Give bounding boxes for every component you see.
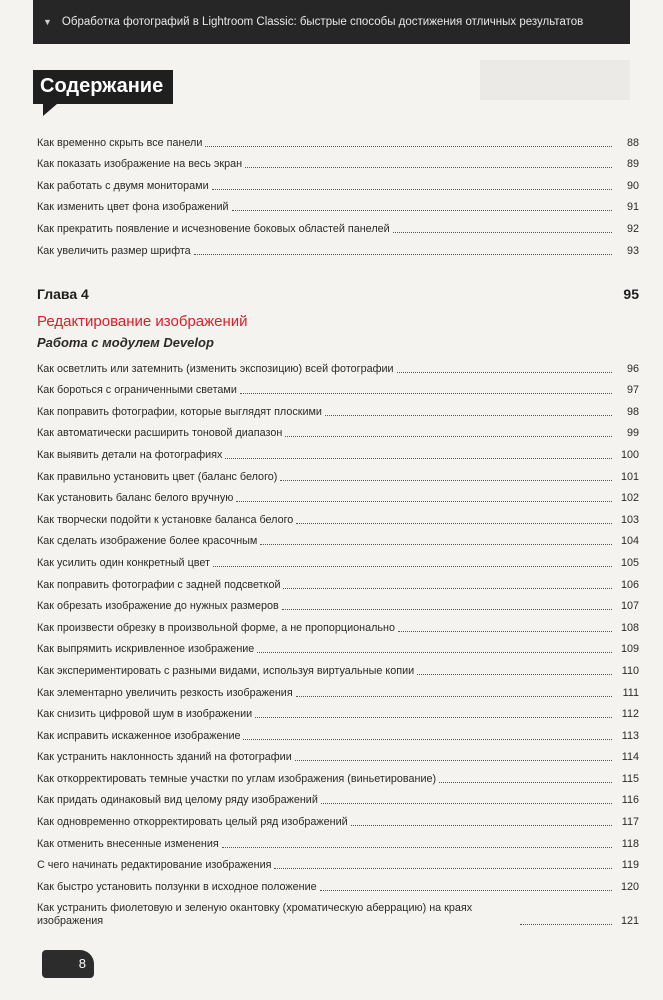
dot-leader [417,674,612,675]
toc-entry-text: Как усилить один конкретный цвет [37,556,210,569]
toc-entry [37,397,639,419]
chapter-subtitle: Работа с модулем Develop [37,335,214,350]
toc-entry-text: Как показать изображение на весь экран [37,158,243,171]
dot-leader [280,480,612,481]
toc-entry-page: 93 [626,244,639,257]
dot-leader [274,868,612,869]
toc-entry-page: 114 [621,751,639,764]
toc-entry-page: 113 [621,729,639,742]
toc-entry-page: 109 [620,643,639,656]
toc-entry [37,872,639,894]
toc-list-chapter [37,354,639,928]
toc-entry-page: 88 [626,136,639,149]
toc-entry-text: Как поправить фотографии с задней подсветкой [37,578,281,591]
toc-entry-text: Как выявить детали на фотографиях [37,448,223,461]
toc-entry-page: 101 [620,470,639,483]
toc-entry [37,505,639,527]
toc-entry-page: 96 [626,362,639,375]
toc-entry [37,807,639,829]
dot-leader [296,523,612,524]
toc-entry-text: Как отменить внесенные изменения [37,837,219,850]
dot-leader [325,415,612,416]
toc-entry [37,678,639,700]
toc-entry-text: Как правильно установить цвет (баланс белого) [37,470,278,483]
toc-entry [37,656,639,678]
toc-entry-page: 121 [620,914,639,927]
toc-entry-text: Как прекратить появление и исчезновение боковых областей панелей [37,222,390,235]
chapter-heading [37,286,639,302]
dot-leader [255,717,612,718]
dot-leader [232,210,612,211]
toc-entry [37,700,639,722]
dot-leader [285,436,612,437]
toc-entry-page: 111 [622,686,639,699]
toc-entry-page: 110 [621,664,639,677]
chapter-title: Редактирование изображений [37,313,248,330]
decorative-box [480,60,630,100]
dot-leader [398,631,612,632]
toc-entry [37,440,639,462]
toc-entry [37,635,639,657]
toc-entry [37,484,639,506]
chapter-page: 95 [623,286,639,302]
dot-leader [222,847,612,848]
dot-leader [393,232,612,233]
toc-entry-page: 100 [620,448,639,461]
toc-entry-text: Как изменить цвет фона изображений [37,201,229,214]
toc-entry [37,236,639,258]
dot-leader [212,189,612,190]
toc-entry [37,764,639,786]
toc-entry-text: Как выпрямить искривленное изображение [37,643,255,656]
toc-entry-text: Как работать с двумя мониторами [37,179,209,192]
toc-entry-text: Как осветлить или затемнить (изменить экспозицию) всей фотографии [37,362,394,375]
toc-entry [37,894,639,928]
toc-entry-page: 89 [626,158,639,171]
toc-entry-page: 103 [620,513,639,526]
toc-entry-text: Как сделать изображение более красочным [37,535,258,548]
dot-leader [245,167,612,168]
toc-heading: Содержание [33,70,173,104]
toc-entry-page: 98 [626,405,639,418]
toc-entry [37,851,639,873]
dot-leader [260,544,612,545]
running-header-title: Обработка фотографий в Lightroom Classic: быстрые способы достижения отличных результатов [61,16,584,28]
toc-entry [37,743,639,765]
toc-entry-page: 99 [626,427,639,440]
toc-entry [37,527,639,549]
toc-entry-page: 112 [621,708,639,721]
toc-entry-text: Как быстро установить ползунки в исходное положение [37,880,317,893]
dot-leader [257,652,612,653]
toc-entry [37,419,639,441]
toc-entry-text: С чего начинать редактирование изображения [37,859,272,872]
toc-entry-text: Как откорректировать темные участки по углам изображения (виньетирование) [37,772,437,785]
toc-entry [37,462,639,484]
toc-entry [37,721,639,743]
toc-entry [37,786,639,808]
toc-entry-text: Как исправить искаженное изображение [37,729,241,742]
toc-entry-text: Как творчески подойти к установке баланса белого [37,513,294,526]
toc-entry [37,613,639,635]
toc-entry-page: 107 [620,600,639,613]
dot-leader [213,566,612,567]
dot-leader [240,393,612,394]
toc-entry-text: Как поправить фотографии, которые выглядят плоскими [37,405,322,418]
toc-entry-page: 91 [626,201,639,214]
dot-leader [520,924,612,925]
dot-leader [320,890,612,891]
toc-entry [37,829,639,851]
toc-entry-page: 120 [620,880,639,893]
chapter-label: Глава 4 [37,286,89,302]
toc-entry-page: 97 [626,384,639,397]
dot-leader [351,825,612,826]
toc-entry-page: 104 [620,535,639,548]
toc-entry-text: Как элементарно увеличить резкость изображения [37,686,293,699]
toc-entry-text: Как снизить цифровой шум в изображении [37,708,253,721]
toc-entry-page: 102 [620,492,639,505]
toc-entry-page: 118 [621,837,639,850]
dot-leader [236,501,612,502]
running-header [33,0,630,44]
toc-entry-text: Как временно скрыть все панели [37,136,203,149]
dot-leader [321,803,612,804]
dot-leader [439,782,612,783]
toc-entry-text: Как произвести обрезку в произвольной форме, а не пропорционально [37,621,395,634]
toc-entry [37,214,639,236]
dot-leader [282,609,612,610]
toc-entry-page: 115 [621,772,639,785]
toc-entry-text: Как увеличить размер шрифта [37,244,191,257]
toc-entry-page: 105 [620,556,639,569]
toc-entry-text: Как устранить фиолетовую и зеленую окантовку (хроматическую аберрацию) на краях изображения [37,901,473,927]
toc-entry-text: Как экспериментировать с разными видами, используя виртуальные копии [37,664,415,677]
toc-entry [37,193,639,215]
dot-leader [296,696,612,697]
toc-entry-text: Как придать одинаковый вид целому ряду изображений [37,794,318,807]
dot-leader [205,146,612,147]
dot-leader [243,739,612,740]
toc-entry-page: 119 [621,859,639,872]
toc-entry [37,171,639,193]
toc-entry-text: Как устранить наклонность зданий на фотографии [37,751,292,764]
toc-entry [37,150,639,172]
toc-entry-page: 90 [626,179,639,192]
toc-entry-page: 92 [626,222,639,235]
toc-entry [37,548,639,570]
toc-entry-page: 108 [620,621,639,634]
toc-entry-page: 106 [620,578,639,591]
toc-entry-page: 117 [621,816,639,829]
dot-leader [225,458,612,459]
page-number-badge [42,950,94,978]
toc-entry [37,376,639,398]
triangle-icon: ▼ [43,17,52,27]
toc-entry-text: Как обрезать изображение до нужных размеров [37,600,279,613]
toc-entry [37,570,639,592]
dot-leader [194,254,612,255]
toc-entry-page: 116 [621,794,639,807]
toc-entry [37,592,639,614]
dot-leader [295,760,612,761]
toc-list-top [37,128,639,258]
toc-entry-text: Как бороться с ограниченными светами [37,384,237,397]
toc-entry [37,354,639,376]
toc-entry [37,128,639,150]
toc-entry-text: Как автоматически расширить тоновой диапазон [37,427,283,440]
dot-leader [397,372,612,373]
page-number: 8 [78,956,86,971]
toc-entry-text: Как одновременно откорректировать целый ряд изображений [37,816,348,829]
dot-leader [283,588,612,589]
toc-entry-text: Как установить баланс белого вручную [37,492,234,505]
